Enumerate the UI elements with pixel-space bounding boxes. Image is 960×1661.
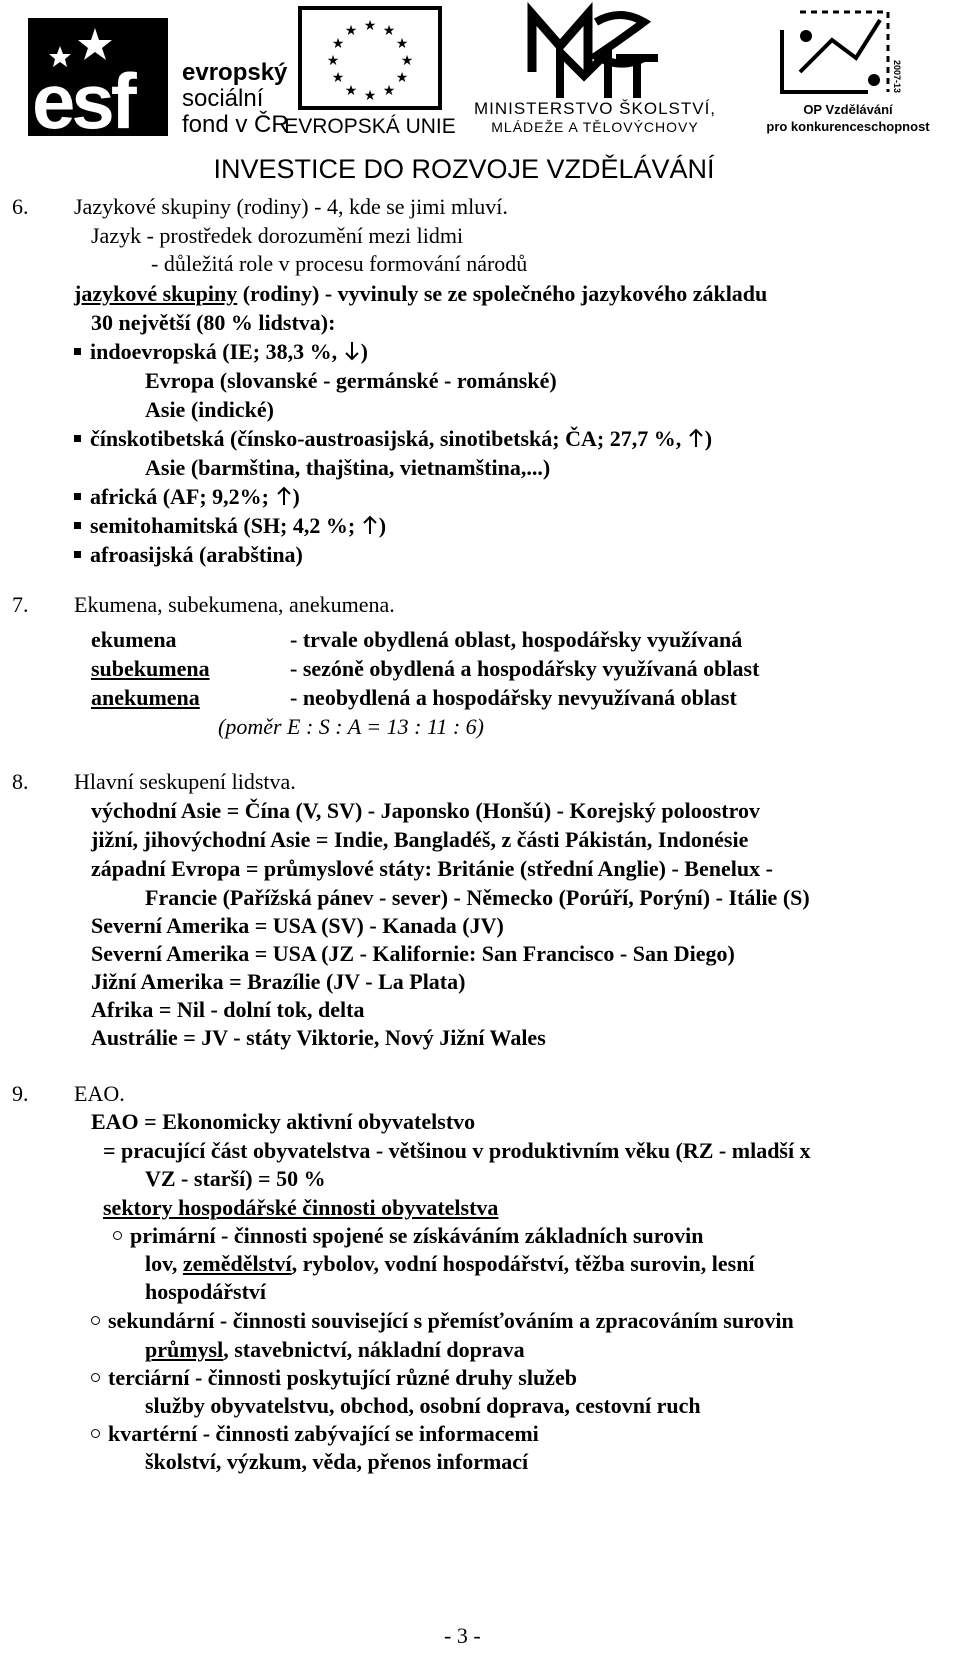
square-bullet-icon: [74, 522, 81, 529]
svg-text:esf: esf: [32, 57, 133, 145]
term-ekumena: ekumena: [91, 627, 177, 652]
svg-text:sociální: sociální: [182, 85, 264, 112]
svg-text:★: ★: [382, 83, 396, 99]
square-bullet-icon: [74, 493, 81, 500]
svg-text:★: ★: [363, 88, 377, 104]
bullet-item: [74, 425, 712, 453]
msmt-logo: [474, 14, 716, 135]
term-subekumena: subekumena: [91, 656, 210, 681]
region-line: Jižní Amerika = Brazílie (JV - La Plata): [91, 969, 466, 994]
svg-text:★: ★: [344, 23, 358, 39]
sector-text: terciární - činnosti poskytující různé druhy služeb: [108, 1365, 577, 1390]
bracket: ): [360, 339, 368, 364]
svg-text:MINISTERSTVO ŠKOLSTVÍ,: MINISTERSTVO ŠKOLSTVÍ,: [473, 99, 717, 118]
underlined-term: jazykové skupiny: [74, 281, 238, 306]
region-line: Severní Amerika = USA (JZ - Kalifornie: San Francisco - San Diego): [91, 941, 735, 966]
s6-line: 30 největší (80 % lidstva):: [91, 310, 336, 335]
text: , stavebnictví, nákladní doprava: [223, 1337, 525, 1362]
svg-text:OP Vzdělávání: OP Vzdělávání: [803, 102, 893, 117]
sector-item: [113, 1222, 704, 1250]
arrow-down-icon: [343, 340, 361, 362]
eao-line: EAO = Ekonomicky aktivní obyvatelstvo: [91, 1109, 476, 1134]
eao-line: = pracující část obyvatelstva - většinou v produktivním věku (RZ - mladší x: [103, 1138, 811, 1163]
bullet-sub: Asie (barmština, thajština, vietnamština,...): [145, 455, 551, 480]
s6-line: [74, 280, 767, 308]
bullet-sub: Evropa (slovanské - germánské - románské): [145, 368, 557, 393]
sector-item: [91, 1307, 794, 1335]
sector-examples: školství, výzkum, věda, přenos informací: [145, 1449, 529, 1474]
svg-text:★: ★: [331, 36, 345, 52]
definition: - sezóně obydlená a hospodářsky využívaná oblast: [290, 656, 760, 681]
region-line: Severní Amerika = USA (SV) - Kanada (JV): [91, 913, 504, 938]
sector-item: [91, 1364, 577, 1392]
bullet-item: [74, 338, 368, 366]
bracket: ): [704, 426, 713, 451]
ratio: (poměr E : S : A = 13 : 11 : 6): [218, 714, 484, 739]
s6-line-rest: (rodiny) - vyvinuly se ze společného jazykového základu: [237, 281, 768, 306]
term-anekumena: anekumena: [91, 685, 200, 710]
bullet-item: [74, 483, 300, 511]
bracket: ): [378, 513, 387, 538]
underlined-term: průmysl: [145, 1337, 224, 1362]
bracket: ): [292, 484, 300, 509]
bullet-text: afroasijská (arabština): [90, 542, 303, 567]
arrow-up-icon: [361, 514, 379, 536]
bullet-sub: Asie (indické): [145, 397, 274, 422]
bullet-text: čínskotibetská (čínsko-austroasijská, sinotibetská; ČA; 27,7 %,: [90, 426, 687, 451]
underlined-term: zemědělství: [182, 1251, 292, 1276]
logo-header: [0, 0, 960, 200]
eu-flag-logo: [284, 8, 456, 138]
sector-examples: [145, 1336, 525, 1364]
sector-item: [91, 1420, 539, 1448]
bullet-text: indoevropská (IE; 38,3 %,: [90, 339, 343, 364]
region-line: Francie (Pařížská pánev - sever) - Německo (Porúří, Porýní) - Itálie (S): [145, 885, 810, 910]
svg-text:2007-13: 2007-13: [892, 60, 902, 94]
definition: - trvale obydlená oblast, hospodářsky využívaná: [290, 627, 743, 652]
svg-text:★: ★: [395, 70, 409, 86]
bullet-text: semitohamitská (SH; 4,2 %;: [90, 513, 361, 538]
sectors-heading: sektory hospodářské činnosti obyvatelstva: [103, 1195, 499, 1220]
sector-examples: [145, 1250, 755, 1278]
s7-title: Ekumena, subekumena, anekumena.: [74, 592, 395, 617]
s8-title: Hlavní seskupení lidstva.: [74, 769, 296, 794]
square-bullet-icon: [74, 435, 81, 442]
region-line: jižní, jihovýchodní Asie = Indie, Bangladéš, z části Pákistán, Indonésie: [91, 827, 749, 852]
investice-banner: INVESTICE DO ROZVOJE VZDĚLÁVÁNÍ: [213, 154, 715, 184]
sector-examples: služby obyvatelstvu, obchod, osobní doprava, cestovní ruch: [145, 1393, 701, 1418]
text: , rybolov, vodní hospodářství, těžba surovin, lesní: [291, 1251, 755, 1276]
circle-bullet-icon: [91, 1373, 100, 1382]
svg-text:★: ★: [331, 70, 345, 86]
s9-title: EAO.: [74, 1081, 125, 1106]
page-number: - 3 -: [444, 1623, 481, 1648]
sector-text: kvartérní - činnosti zabývající se informacemi: [108, 1421, 539, 1446]
definition: - neobydlená a hospodářsky nevyužívaná oblast: [290, 685, 737, 710]
svg-text:★: ★: [400, 53, 414, 69]
s6-line: - důležitá role v procesu formování národů: [151, 251, 528, 276]
s6-line: Jazyk - prostředek dorozumění mezi lidmi: [91, 223, 464, 248]
sector-text: primární - činnosti spojené se získáváním základních surovin: [130, 1223, 704, 1248]
eao-line: VZ - starší) = 50 %: [145, 1166, 326, 1191]
s6-title: Jazykové skupiny (rodiny) - 4, kde se jimi mluví.: [74, 194, 508, 219]
square-bullet-icon: [74, 348, 81, 355]
region-line: východní Asie = Čína (V, SV) - Japonsko (Honšú) - Korejský poloostrov: [91, 798, 760, 823]
esf-logo: [28, 18, 289, 145]
svg-text:★: ★: [363, 18, 377, 34]
s7-number: 7.: [12, 592, 29, 617]
circle-bullet-icon: [113, 1231, 122, 1240]
svg-text:★: ★: [326, 53, 340, 69]
svg-text:fond v ČR: fond v ČR: [182, 111, 289, 138]
bullet-text: africká (AF; 9,2%;: [90, 484, 275, 509]
op-logo: [766, 12, 930, 134]
region-line: Afrika = Nil - dolní tok, delta: [91, 997, 365, 1022]
svg-text:★: ★: [344, 83, 358, 99]
region-line: západní Evropa = průmyslové státy: Británie (střední Anglie) - Benelux -: [91, 856, 773, 881]
s9-number: 9.: [12, 1081, 29, 1106]
region-line: Austrálie = JV - státy Viktorie, Nový Jižní Wales: [91, 1025, 546, 1050]
bullet-item: [74, 541, 303, 569]
sector-text: sekundární - činnosti související s přemísťováním a zpracováním surovin: [108, 1308, 794, 1333]
svg-text:★: ★: [395, 36, 409, 52]
text: lov,: [145, 1251, 183, 1276]
circle-bullet-icon: [91, 1429, 100, 1438]
svg-text:MLÁDEŽE A TĚLOVÝCHOVY: MLÁDEŽE A TĚLOVÝCHOVY: [491, 119, 699, 135]
arrow-up-icon: [687, 427, 705, 449]
arrow-up-icon: [275, 485, 293, 507]
svg-text:EVROPSKÁ UNIE: EVROPSKÁ UNIE: [284, 115, 456, 138]
s8-number: 8.: [12, 769, 29, 794]
square-bullet-icon: [74, 551, 81, 558]
circle-bullet-icon: [91, 1316, 100, 1325]
svg-text:evropský: evropský: [182, 59, 288, 86]
svg-text:pro konkurenceschopnost: pro konkurenceschopnost: [766, 119, 930, 134]
bullet-item: [74, 512, 386, 540]
svg-text:★: ★: [382, 23, 396, 39]
s6-number: 6.: [12, 194, 29, 219]
sector-examples: hospodářství: [145, 1279, 267, 1304]
